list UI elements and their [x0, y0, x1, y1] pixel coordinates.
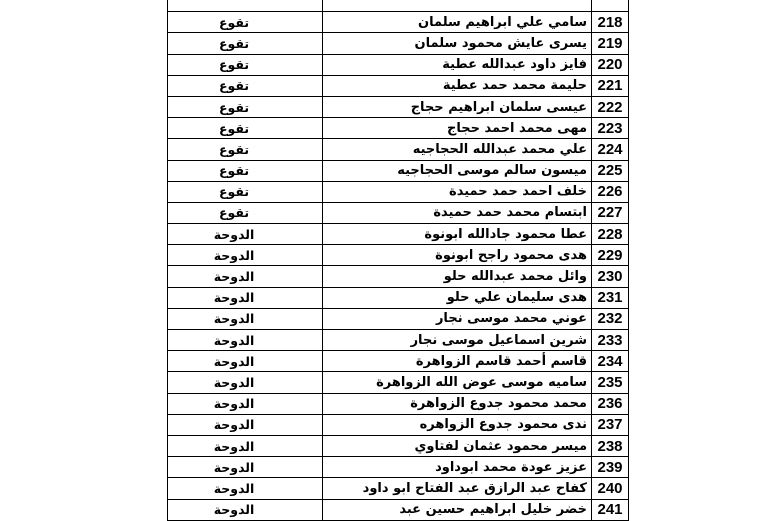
name-cell: مهى محمد احمد حجاج	[323, 118, 592, 139]
town-cell: الدوحة	[168, 372, 323, 393]
name-cell: يسرى عايش محمود سلمان	[323, 33, 592, 54]
beneficiary-list-sheet	[167, 0, 628, 521]
table-row	[168, 351, 629, 372]
town-cell: تقوع	[168, 96, 323, 117]
table-row	[168, 12, 629, 33]
number-cell	[592, 0, 629, 12]
name-cell: علي محمد عبدالله الحجاجيه	[323, 139, 592, 160]
town-cell: الدوحة	[168, 478, 323, 499]
name-cell: ميسر محمود عثمان لفتاوي	[323, 435, 592, 456]
table-row	[168, 372, 629, 393]
number-cell: 225	[592, 160, 629, 181]
number-cell: 231	[592, 287, 629, 308]
number-cell: 229	[592, 245, 629, 266]
number-cell: 224	[592, 139, 629, 160]
town-cell: الدوحة	[168, 351, 323, 372]
table-row	[168, 54, 629, 75]
town-cell: تقوع	[168, 181, 323, 202]
name-cell: ابتسام محمد حمد حميدة	[323, 202, 592, 223]
name-cell: قاسم أحمد قاسم الزواهرة	[323, 351, 592, 372]
town-cell: تقوع	[168, 202, 323, 223]
name-cell: هدى محمود راجح ابونوة	[323, 245, 592, 266]
town-cell: تقوع	[168, 118, 323, 139]
town-cell: الدوحة	[168, 266, 323, 287]
name-cell: شرين اسماعيل موسى نجار	[323, 330, 592, 351]
number-cell: 220	[592, 54, 629, 75]
number-cell: 238	[592, 435, 629, 456]
town-cell: تقوع	[168, 54, 323, 75]
town-cell: الدوحة	[168, 308, 323, 329]
number-cell: 226	[592, 181, 629, 202]
table-row	[168, 202, 629, 223]
table-row	[168, 75, 629, 96]
number-cell: 223	[592, 118, 629, 139]
name-cell: فايز داود عبدالله عطية	[323, 54, 592, 75]
number-cell: 230	[592, 266, 629, 287]
town-cell: تقوع	[168, 33, 323, 54]
table-row	[168, 308, 629, 329]
number-cell: 219	[592, 33, 629, 54]
town-cell: تقوع	[168, 139, 323, 160]
table-row	[168, 393, 629, 414]
number-cell: 234	[592, 351, 629, 372]
town-cell: الدوحة	[168, 224, 323, 245]
number-cell: 227	[592, 202, 629, 223]
town-cell: الدوحة	[168, 457, 323, 478]
table-row	[168, 457, 629, 478]
name-cell: عزيز عودة محمد ابوداود	[323, 457, 592, 478]
number-cell: 221	[592, 75, 629, 96]
town-cell: الدوحة	[168, 330, 323, 351]
number-cell: 228	[592, 224, 629, 245]
number-cell: 218	[592, 12, 629, 33]
name-cell: هدى سليمان علي حلو	[323, 287, 592, 308]
name-cell: خضر خليل ابراهيم حسين عبد	[323, 499, 592, 520]
name-cell: محمد محمود جدوع الزواهرة	[323, 393, 592, 414]
table-row	[168, 33, 629, 54]
town-cell	[168, 0, 323, 12]
name-cell: ساميه موسى عوض الله الزواهرة	[323, 372, 592, 393]
name-cell: عطا محمود جادالله ابونوة	[323, 224, 592, 245]
table-row	[168, 330, 629, 351]
name-cell: سامي علي ابراهيم سلمان	[323, 12, 592, 33]
name-cell: كفاح عبد الرازق عبد الفتاح ابو داود	[323, 478, 592, 499]
table-row	[168, 118, 629, 139]
name-cell: حليمة محمد حمد عطية	[323, 75, 592, 96]
town-cell: تقوع	[168, 12, 323, 33]
number-cell: 232	[592, 308, 629, 329]
table-row	[168, 266, 629, 287]
town-cell: الدوحة	[168, 245, 323, 266]
number-cell: 241	[592, 499, 629, 520]
name-cell: خلف احمد حمد حميدة	[323, 181, 592, 202]
name-cell: ندى محمود جدوع الزواهره	[323, 414, 592, 435]
town-cell: الدوحة	[168, 287, 323, 308]
table-row	[168, 0, 629, 12]
table-row	[168, 478, 629, 499]
name-cell: عيسى سلمان ابراهيم حجاج	[323, 96, 592, 117]
names-table-body	[168, 0, 629, 520]
table-row	[168, 414, 629, 435]
town-cell: تقوع	[168, 75, 323, 96]
table-row	[168, 287, 629, 308]
number-cell: 222	[592, 96, 629, 117]
name-cell: عوني محمد موسى نجار	[323, 308, 592, 329]
table-row	[168, 139, 629, 160]
town-cell: الدوحة	[168, 393, 323, 414]
table-row	[168, 499, 629, 520]
town-cell: الدوحة	[168, 414, 323, 435]
table-row	[168, 160, 629, 181]
name-cell	[323, 0, 592, 12]
number-cell: 240	[592, 478, 629, 499]
number-cell: 235	[592, 372, 629, 393]
name-cell: ميسون سالم موسى الحجاجيه	[323, 160, 592, 181]
table-row	[168, 435, 629, 456]
number-cell: 236	[592, 393, 629, 414]
table-row	[168, 96, 629, 117]
names-table	[167, 0, 629, 521]
number-cell: 237	[592, 414, 629, 435]
number-cell: 239	[592, 457, 629, 478]
town-cell: تقوع	[168, 160, 323, 181]
town-cell: الدوحة	[168, 435, 323, 456]
table-row	[168, 224, 629, 245]
table-row	[168, 245, 629, 266]
name-cell: وائل محمد عبدالله حلو	[323, 266, 592, 287]
number-cell: 233	[592, 330, 629, 351]
town-cell: الدوحة	[168, 499, 323, 520]
table-row	[168, 181, 629, 202]
